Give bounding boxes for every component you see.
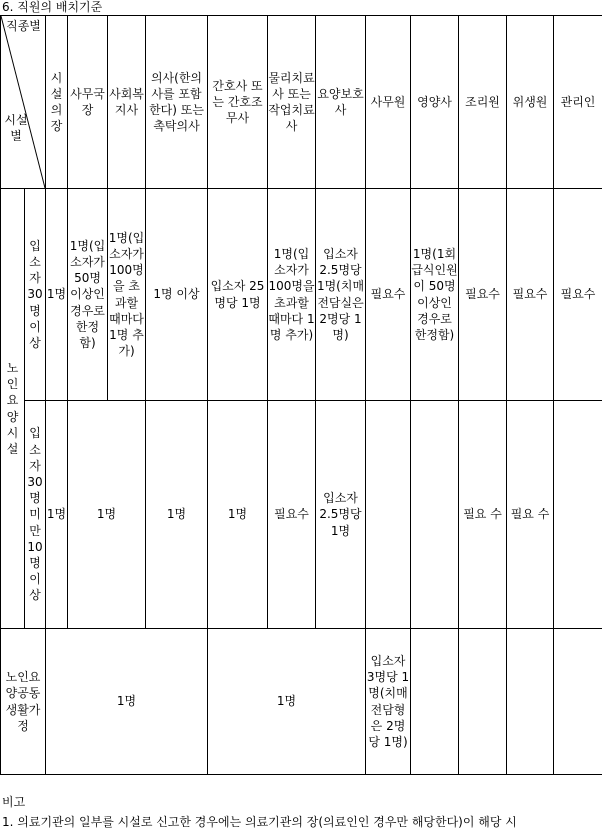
header-row xyxy=(1,16,602,189)
col-clerk: 사무원 xyxy=(366,16,411,189)
section-title: 6. 직원의 배치기준 xyxy=(2,0,103,14)
r30-manager: 필요수 xyxy=(554,189,602,401)
col-director: 시설의장 xyxy=(46,16,68,189)
facility-group-home: 노인요양공동생활가정 xyxy=(1,629,46,775)
r30-cook: 필요수 xyxy=(459,189,507,401)
row-under-30 xyxy=(1,401,602,629)
col-social-worker: 사회복지사 xyxy=(108,16,146,189)
col-doctor: 의사(한의사를 포함한다) 또는 촉탁의사 xyxy=(146,16,208,189)
r30-caregiver: 입소자 2.5명당 1명(치매전담실은 2명당 1명) xyxy=(316,189,366,401)
r30-director: 1명 xyxy=(46,189,68,401)
rl-cook: 필요 수 xyxy=(459,401,507,629)
rl-therapist: 필요수 xyxy=(268,401,316,629)
rl-secretary-social: 1명 xyxy=(68,401,146,629)
rg-sanitation xyxy=(554,629,602,775)
r30-nutritionist: 1명(1회 급식인원이 50명 이상인 경우로 한정함) xyxy=(411,189,459,401)
rl-clerk xyxy=(366,401,411,629)
col-nutritionist: 영양사 xyxy=(411,16,459,189)
rl-director: 1명 xyxy=(46,401,68,629)
rl-nurse: 1명 xyxy=(208,401,268,629)
r30-nurse: 입소자 25명당 1명 xyxy=(208,189,268,401)
notes-heading: 비고 xyxy=(2,795,26,809)
rg-cook xyxy=(507,629,554,775)
r30-sanitation: 필요수 xyxy=(507,189,554,401)
col-sanitation: 위생원 xyxy=(507,16,554,189)
r30-clerk: 필요수 xyxy=(366,189,411,401)
row-group-home xyxy=(1,629,602,775)
note-item-1: 1. 의료기관의 일부를 시설로 신고한 경우에는 의료기관의 장(의료인인 경우만 해당한다)이 해당 시 xyxy=(2,815,517,829)
r30-therapist: 1명(입소자가 100명을 초과할 때마다 1명 추가) xyxy=(268,189,316,401)
col-manager: 관리인 xyxy=(554,16,602,189)
rl-manager xyxy=(554,401,602,629)
col-therapist: 물리치료사 또는 작업치료사 xyxy=(268,16,316,189)
col-cook: 조리원 xyxy=(459,16,507,189)
sub-30-plus: 입소자30명이상 xyxy=(25,189,46,401)
rg-nurse-block: 1명 xyxy=(208,629,366,775)
rl-sanitation: 필요 수 xyxy=(507,401,554,629)
row-30-plus xyxy=(1,189,602,401)
rg-clerk xyxy=(411,629,459,775)
col-secretary: 사무국장 xyxy=(68,16,108,189)
rl-nutritionist xyxy=(411,401,459,629)
facility-nursing-home: 노인요양시설 xyxy=(1,189,25,629)
rg-caregiver: 입소자 3명당 1명(치매전담형은 2명당 1명) xyxy=(366,629,411,775)
r30-doctor: 1명 이상 xyxy=(146,189,208,401)
col-caregiver: 요양보호사 xyxy=(316,16,366,189)
sub-under-30: 입소자30명미만10명이상 xyxy=(25,401,46,629)
diagonal-header-cell xyxy=(1,16,46,189)
rg-nutritionist xyxy=(459,629,507,775)
rl-doctor: 1명 xyxy=(146,401,208,629)
staff-placement-table xyxy=(0,15,602,775)
r30-secretary: 1명(입소자가 50명 이상인 경우로 한정함) xyxy=(68,189,108,401)
rg-director-block: 1명 xyxy=(46,629,208,775)
diagonal-line xyxy=(1,16,45,188)
rl-caregiver: 입소자 2.5명당 1명 xyxy=(316,401,366,629)
diag-label-facility: 시설별 xyxy=(4,113,28,144)
col-nurse: 간호사 또는 간호조무사 xyxy=(208,16,268,189)
diag-label-job: 직종별 xyxy=(6,19,41,33)
r30-social-worker: 1명(입소자가 100명을 초과할 때마다 1명 추가) xyxy=(108,189,146,401)
